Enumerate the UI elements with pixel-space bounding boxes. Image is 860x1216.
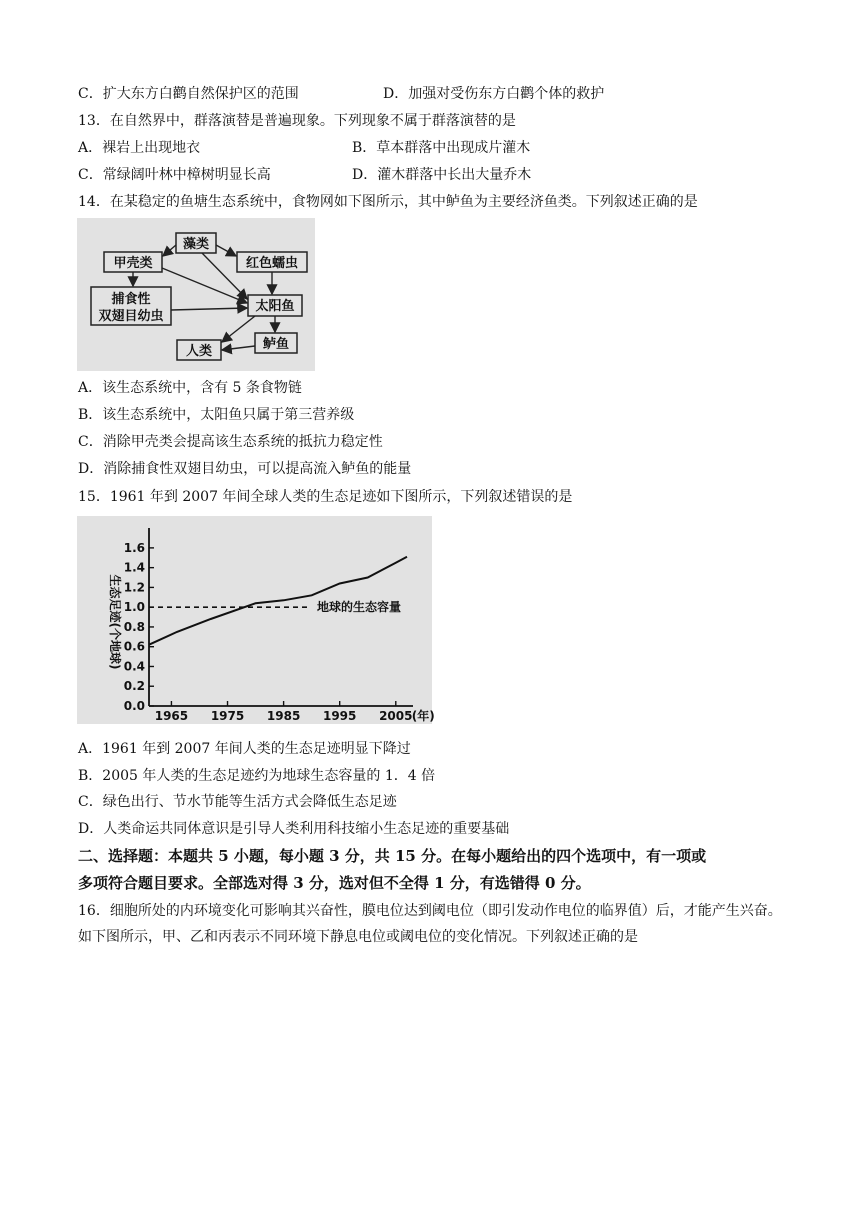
node-algae: 藻类 (182, 237, 210, 252)
arrow-algae-crustacean (163, 245, 176, 256)
footprint-chart-figure (77, 516, 435, 724)
q15-option-a: A．1961 年到 2007 年间人类的生态足迹明显下降过 (78, 741, 411, 757)
x-tick-label: 1965 (154, 709, 189, 723)
arrow-algae-sunfish (202, 253, 247, 299)
q13-option-d: D．灌木群落中长出大量乔木 (352, 167, 532, 183)
q13-option-a: A．裸岩上出现地衣 (78, 140, 201, 156)
x-tick-label: 1985 (266, 709, 301, 723)
q13-stem: 13．在自然界中，群落演替是普遍现象。下列现象不属于群落演替的是 (78, 113, 516, 129)
q15-option-b: B．2005 年人类的生态足迹约为地球生态容量的 1．4 倍 (78, 768, 436, 784)
x-tick-label: 2005 (379, 709, 413, 723)
x-axis-label: (年) (411, 709, 435, 723)
arrow-larva-sunfish (171, 308, 247, 310)
q15-stem: 15．1961 年到 2007 年间全球人类的生态足迹如下图所示，下列叙述错误的是 (78, 489, 573, 505)
q12-option-d: D．加强对受伤东方白鹳个体的救护 (383, 86, 605, 102)
node-larva-line1: 捕食性 (111, 292, 151, 307)
node-sunfish: 太阳鱼 (255, 299, 295, 314)
q15-option-d: D．人类命运共同体意识是引导人类利用科技缩小生态足迹的重要基础 (78, 821, 510, 837)
q14-option-b: B．该生态系统中，太阳鱼只属于第三营养级 (78, 407, 355, 423)
q12-option-c: C．扩大东方白鹳自然保护区的范围 (78, 86, 299, 102)
x-tick-label: 1995 (322, 709, 357, 723)
capacity-reference-label: 地球的生态容量 (317, 600, 402, 615)
q13-option-c: C．常绿阔叶林中樟树明显长高 (78, 167, 271, 183)
y-tick-label: 0.6 (123, 639, 145, 654)
q16-stem: 16．细胞所处的内环境变化可影响其兴奋性，膜电位达到阈电位（即引发动作电位的临界值）后，才能产生兴奋。如下图所示，甲、乙和丙表示不同环境下静息电位或阈电位的变化情况。下列叙述正确的是 (78, 903, 782, 945)
y-tick-label: 0.8 (123, 619, 145, 634)
q14-option-d: D．消除捕食性双翅目幼虫，可以提高流入鲈鱼的能量 (78, 461, 412, 477)
food-web-diagram (77, 218, 315, 371)
q15-option-c: C．绿色出行、节水节能等生活方式会降低生态足迹 (78, 794, 397, 810)
y-tick-label: 0.0 (123, 699, 145, 713)
node-perch: 鲈鱼 (262, 337, 290, 352)
node-larva-line2: 双翅目幼虫 (98, 309, 164, 324)
y-tick-label: 0.4 (123, 659, 145, 674)
y-axis-label: 生态足迹(个地球) (108, 574, 122, 670)
section2-heading-line1: 二、选择题：本题共 5 小题，每小题 3 分，共 15 分。在每小题给出的四个选项中，有一项或 (78, 847, 707, 865)
y-tick-label: 1.0 (123, 600, 145, 615)
y-tick-label: 1.4 (123, 560, 145, 575)
arrow-sunfish-human (222, 316, 255, 342)
q14-stem: 14．在某稳定的鱼塘生态系统中，食物网如下图所示，其中鲈鱼为主要经济鱼类。下列叙述正确的是 (78, 194, 698, 210)
q14-option-c: C．消除甲壳类会提高该生态系统的抵抗力稳定性 (78, 434, 383, 450)
arrow-algae-worm (216, 245, 236, 256)
q13-option-b: B．草本群落中出现成片灌木 (352, 140, 531, 156)
footprint-chart (77, 516, 435, 724)
y-tick-label: 1.2 (123, 580, 145, 595)
y-tick-label: 1.6 (123, 540, 145, 555)
y-tick-label: 0.2 (123, 679, 145, 694)
food-web-figure (77, 218, 315, 371)
q14-option-a: A．该生态系统中，含有 5 条食物链 (78, 380, 302, 396)
node-human: 人类 (185, 344, 213, 359)
arrow-perch-human (222, 346, 255, 350)
section2-heading-line2: 多项符合题目要求。全部选对得 3 分，选对但不全得 1 分，有选错得 0 分。 (78, 874, 591, 892)
node-crustacean: 甲壳类 (113, 256, 153, 271)
x-tick-label: 1975 (210, 709, 245, 723)
node-red-worm: 红色蠕虫 (245, 256, 299, 271)
